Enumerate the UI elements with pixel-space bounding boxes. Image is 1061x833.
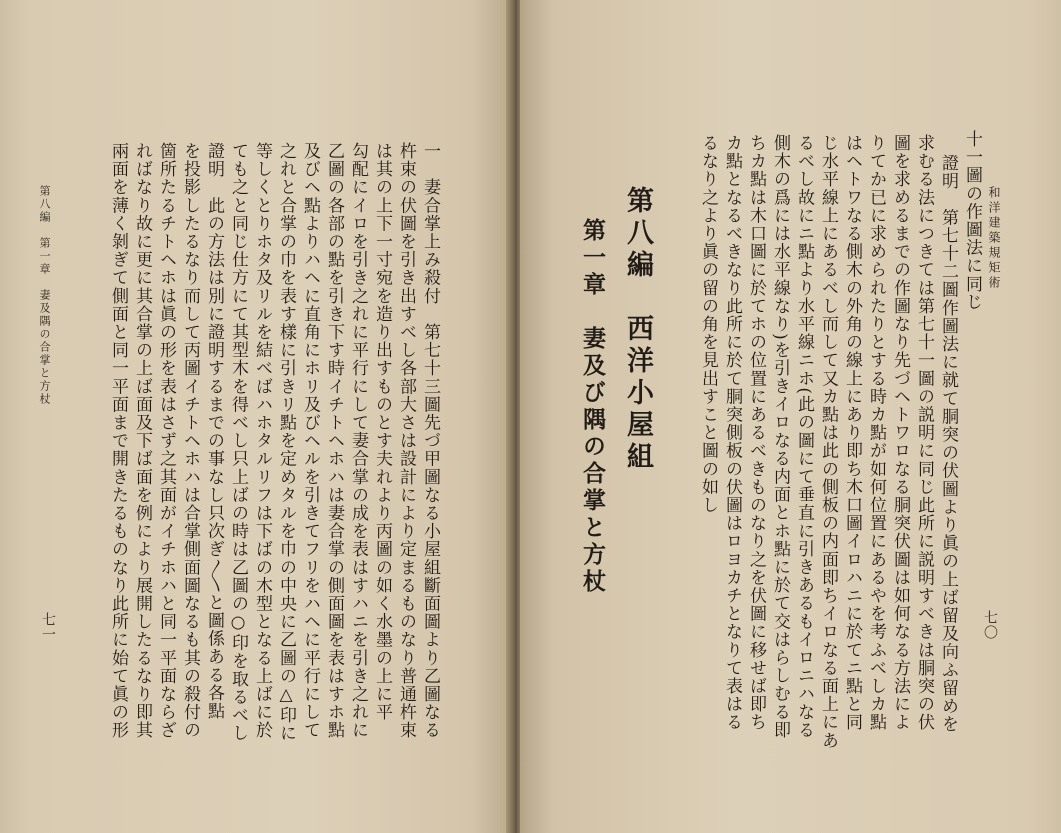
chapter-title: 第一章 妻及び隅の合掌と方杖 <box>579 218 606 596</box>
text-line: 乙圖の各部の點を引き下す時イチトヘホハは妻合掌の側面圖を表はすホ點 <box>324 142 344 740</box>
page-number: 七一 <box>40 612 56 643</box>
running-footer: 第八編 第一章 妻及隅の合掌と方杖 <box>38 185 51 406</box>
text-line: カ點となるべきなり此所に於て胴突側板の伏圖はロヨカチとなりて表はる <box>722 134 742 732</box>
text-line: るべし故にニ點より水平線ニホ(此の圖にて垂直に引きあるもイロニハなる <box>794 134 814 740</box>
text-line: 十一圖の作圖法に同じ <box>962 130 982 311</box>
text-line: じ水平線上にあるべし而して又カ點は此の側板の内面即ちイロなる面上にあ <box>818 134 838 750</box>
page-number: 七〇 <box>982 610 998 641</box>
text-line: ればなり故に更に其合掌の上ば面及下ば面を例により展開したるなり即其 <box>132 142 152 740</box>
text-line: 之れと合掌の巾を表す樣に引きリ點を定めタルを巾の中央に乙圖の△印に <box>276 142 296 743</box>
running-header: 和洋建築規矩術 <box>987 186 1001 291</box>
text-line: 及びヘ點よりハヘに直角にホリ及びヘルを引きてフリをハヘに平行にして <box>300 142 320 740</box>
text-line: 證明 此の方法は別に證明するまでの事なし只次ぎ〱と圖係ある各點 <box>204 142 224 721</box>
right-page <box>520 0 1061 833</box>
text-line: は其の上下一寸宛を造り出すものとす夫れより丙圖の如く水墨の上に平 <box>372 142 392 722</box>
text-line: 一 妻合掌上み殺付 第七十三圖先づ甲圖なる小屋組斷面圖より乙圖なる <box>420 142 440 740</box>
text-line: 求むる法につきては第七十一圖の説明に同じ此所に説明すべきは胴突の伏 <box>914 134 934 732</box>
text-line: 等しくとりホタ及リルを結べばハホタルリフは下ばの木型となる上ばに於 <box>252 142 272 740</box>
text-line: ちカ點は木口圖に於てホの位置にあるべきものなり之を伏圖に移せば即ち <box>746 134 766 732</box>
text-line: りてか已に求められたりとする時カ點が如何位置にあるやを考ふべしカ點 <box>866 134 886 732</box>
text-line: 圖を求めるまでの作圖なり先づヘトワロなる胴突伏圖は如何なる方法によ <box>890 134 910 732</box>
text-line: 側木の爲には水平線なり)を引きイロなる内面とホ點に於て交はらしむる即 <box>770 134 790 740</box>
left-page <box>0 0 512 833</box>
part-title: 第八編 西洋小屋組 <box>622 186 653 474</box>
text-line: ても之と同じ仕方にて其型木を得べし只上ばの時は乙圖の○印を取るべし <box>228 142 248 743</box>
text-line: 箇所たるチトヘホは眞の形を表はさず之其面がイチホハと同一平面ならざ <box>156 142 176 740</box>
text-line: を投影したるなり而して丙圖イチトヘホハは合掌側面圖なるも其の殺付の <box>180 142 200 740</box>
text-line: るなり之より眞の留の角を見出すこと圖の如し <box>698 134 718 515</box>
text-line: 杵束の伏圖を引き出すべし各部大さは設計により定まるものなり普通杵束 <box>396 142 416 740</box>
text-line: はヘトワなる側木の外角の線上にあり即ち木口圖イロハニに於てニ點と同 <box>842 134 862 732</box>
text-line: 勾配にイロを引き之れに平行にして妻合掌の成を表はすハニを引き之れに <box>348 142 368 740</box>
text-line: 兩面を薄く剝ぎて側面と同一平面まで開きたるものなり此所に始て眞の形 <box>108 142 128 740</box>
text-line: 證明 第七十二圖作圖法に就て胴突の伏圖より眞の上ば留及向ふ留めを <box>938 154 958 734</box>
